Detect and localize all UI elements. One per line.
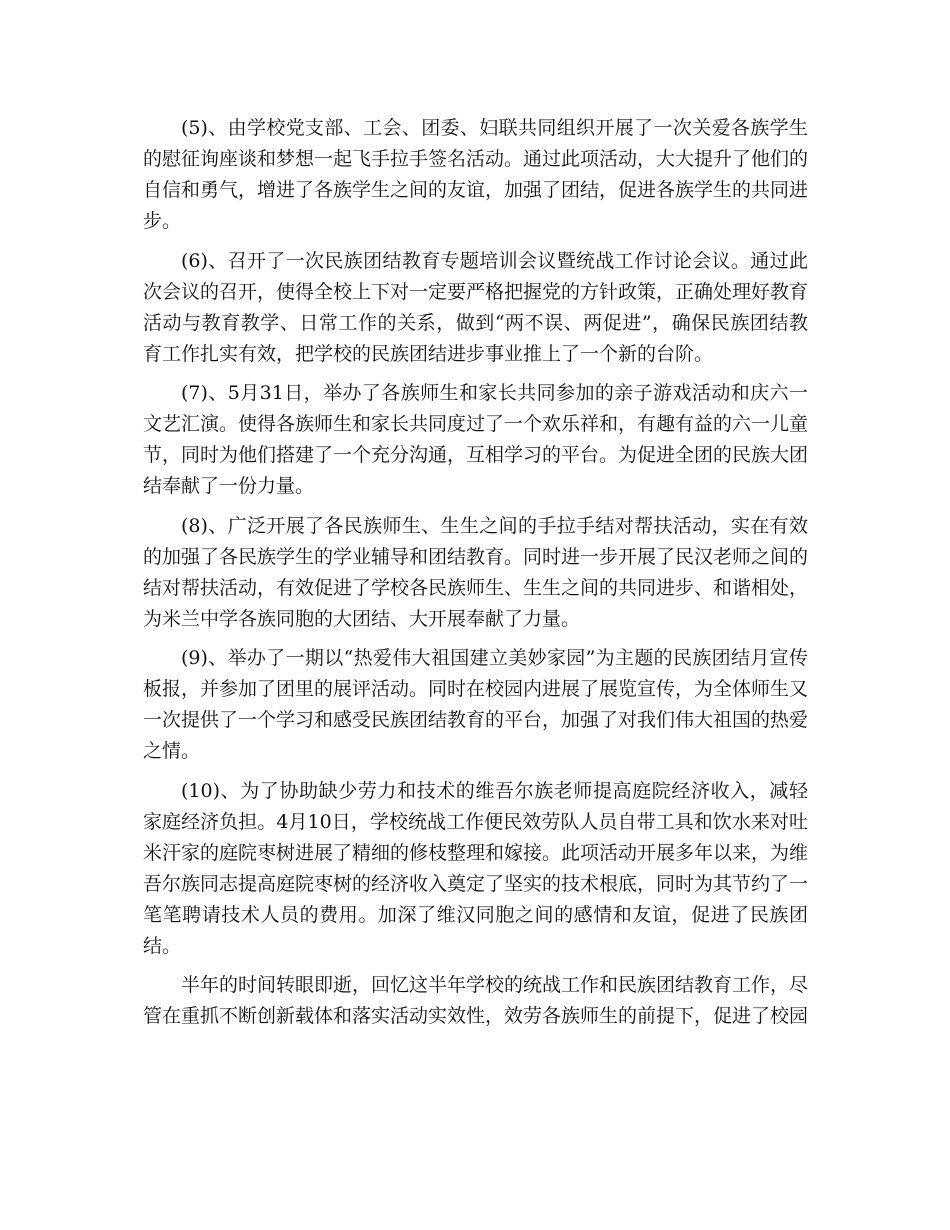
paragraph-item-6: (6)、召开了一次民族团结教育专题培训会议暨统战工作讨论会议。通过此次会议的召开，使得全校上下对一定要严格把握党的方针政策，正确处理好教育活动与教育教学、日常工作的关系，做到“两不误、两促进”，确保民族团结教育工作扎实有效，把学校的民族团结进步事业推上了一个新的台阶。 bbox=[143, 249, 809, 365]
paragraph-item-7: (7)、5月31日，举办了各族师生和家长共同参加的亲子游戏活动和庆六一文艺汇演。使得各族师生和家长共同度过了一个欢乐祥和，有趣有益的六一儿童节，同时为他们搭建了一个充分沟通，互相学习的平台。为促进全团的民族大团结奉献了一份力量。 bbox=[143, 382, 809, 497]
paragraph-summary: 半年的时间转眼即逝，回忆这半年学校的统战工作和民族团结教育工作，尽管在重抓不断创新载体和落实活动实效性，效劳各族师生的前提下，促进了校园 bbox=[143, 974, 809, 1027]
paragraph-item-5: (5)、由学校党支部、工会、团委、妇联共同组织开展了一次关爱各族学生的慰征询座谈和梦想一起飞手拉手签名活动。通过此项活动，大大提升了他们的自信和勇气，增进了各族学生之间的友谊，加强了团结，促进各族学生的共同进步。 bbox=[143, 117, 809, 232]
document-body bbox=[143, 113, 808, 1041]
paragraph-item-9: (9)、举办了一期以“热爱伟大祖国建立美妙家园”为主题的民族团结月宣传板报，并参加了团里的展评活动。同时在校园内进展了展览宣传，为全体师生又一次提供了一个学习和感受民族团结教育的平台，加强了对我们伟大祖国的热爱之情。 bbox=[143, 647, 809, 762]
paragraph-item-10: (10)、为了协助缺少劳力和技术的维吾尔族老师提高庭院经济收入，减轻家庭经济负担。4月10日，学校统战工作便民效劳队人员自带工具和饮水来对吐米汗家的庭院枣树进展了精细的修枝整理和嫁接。此项活动开展多年以来，为维吾尔族同志提高庭院枣树的经济收入奠定了坚实的技术根底，同时为其节约了一笔笔聘请技术人员的费用。加深了维汉同胞之间的感情和友谊，促进了民族团结。 bbox=[143, 779, 809, 957]
paragraph-item-8: (8)、广泛开展了各民族师生、生生之间的手拉手结对帮扶活动，实在有效的加强了各民族学生的学业辅导和团结教育。同时进一步开展了民汉老师之间的结对帮扶活动，有效促进了学校各民族师生、生生之间的共同进步、和谐相处，为米兰中学各族同胞的大团结、大开展奉献了力量。 bbox=[143, 514, 809, 630]
